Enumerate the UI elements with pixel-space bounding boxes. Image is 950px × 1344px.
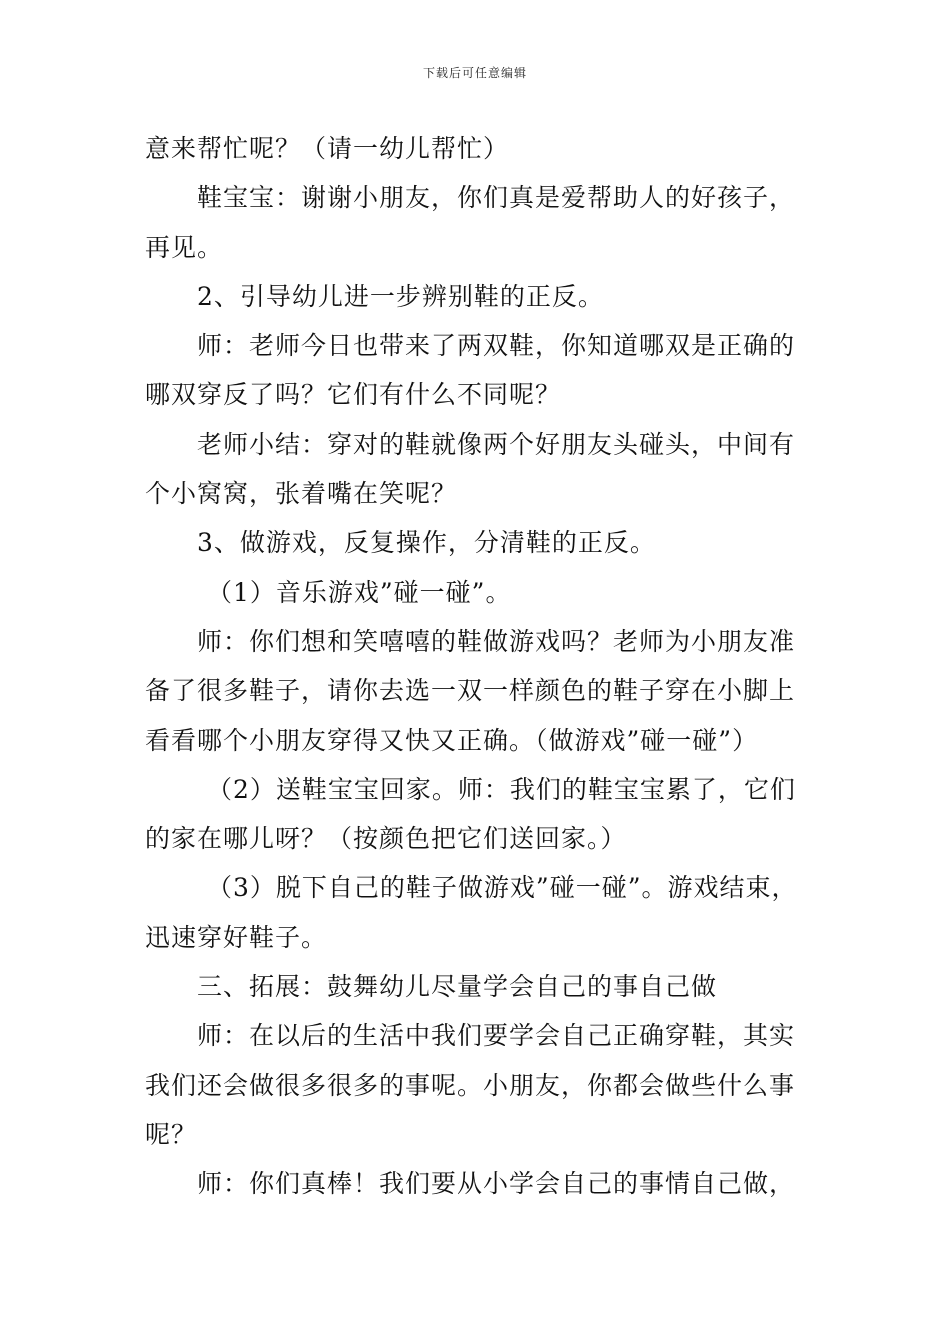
paragraph-2: 鞋宝宝：谢谢小朋友，你们真是爱帮助人的好孩子，再见。 — [145, 183, 796, 262]
paragraph-11: 三、拓展：鼓舞幼儿尽量学会自己的事自己做 — [197, 972, 718, 1002]
paragraph-8: 师：你们想和笑嘻嘻的鞋做游戏吗？老师为小朋友准备了很多鞋子，请你去选一双一样颜色的鞋子穿在小脚上看看哪个小朋友穿得又快又正确。（做游戏”碰一碰”） — [145, 626, 796, 755]
paragraph-7: （1）音乐游戏”碰一碰”。 — [207, 577, 512, 607]
paragraph-3: 2、引导幼儿进一步辨别鞋的正反。 — [197, 281, 604, 311]
paragraph-6: 3、做游戏，反复操作，分清鞋的正反。 — [197, 528, 656, 558]
page-header: 下载后可任意编辑 — [422, 66, 527, 80]
paragraph-13: 师：你们真棒！我们要从小学会自己的事情自己做， — [197, 1169, 796, 1199]
paragraph-4: 师：老师今日也带来了两双鞋，你知道哪双是正确的哪双穿反了吗？它们有什么不同呢？ — [145, 331, 796, 410]
document-body — [145, 124, 815, 1209]
paragraph-1: 意来帮忙呢？（请一幼儿帮忙） — [145, 134, 510, 163]
paragraph-10: （3）脱下自己的鞋子做游戏”碰一碰”。游戏结束，迅速穿好鞋子。 — [145, 873, 798, 952]
paragraph-5: 老师小结：穿对的鞋就像两个好朋友头碰头，中间有个小窝窝，张着嘴在笑呢？ — [145, 429, 796, 509]
paragraph-9: （2）送鞋宝宝回家。师：我们的鞋宝宝累了，它们的家在哪儿呀？（按颜色把它们送回家。） — [145, 774, 796, 854]
paragraph-12: 师：在以后的生活中我们要学会自己正确穿鞋，其实我们还会做很多很多的事呢。小朋友，你都会做些什么事呢？ — [145, 1021, 796, 1149]
